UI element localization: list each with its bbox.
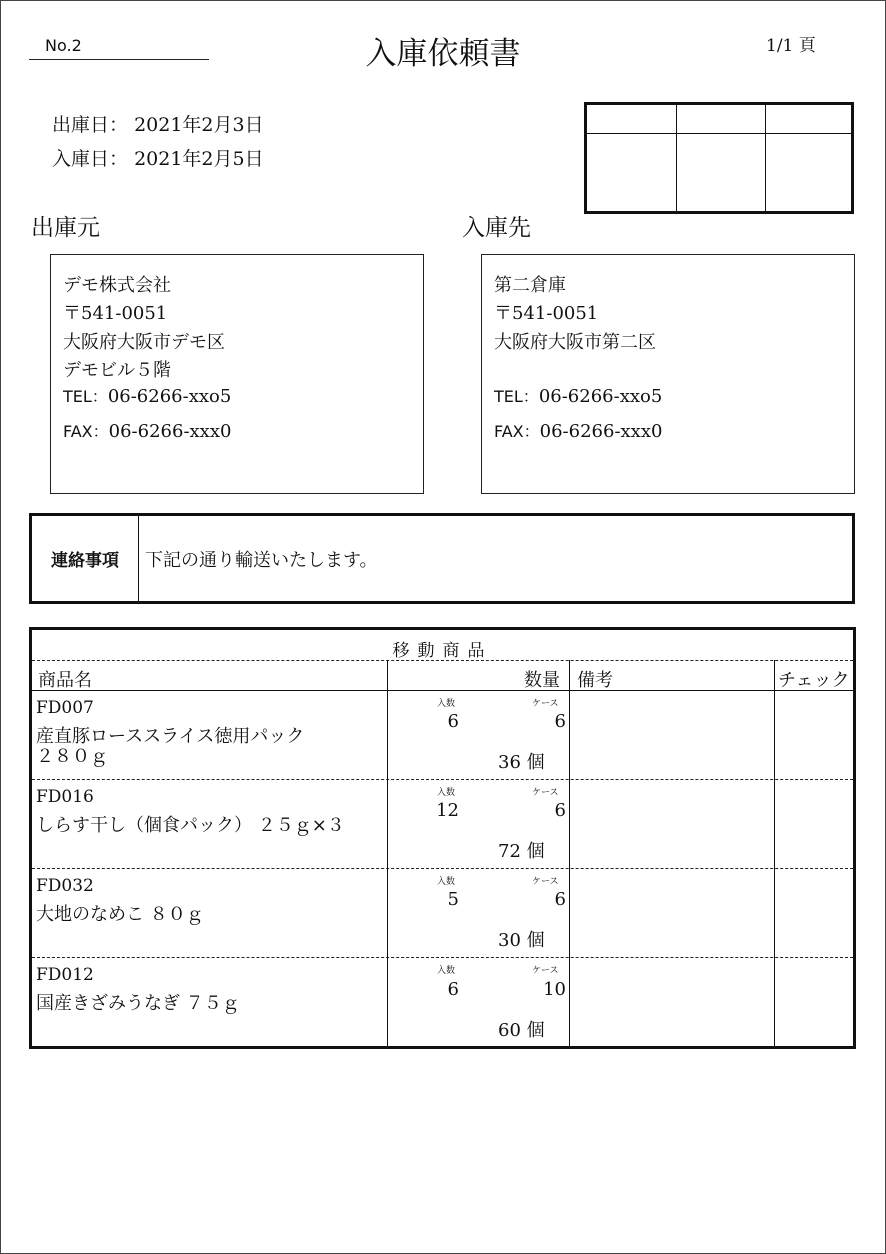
per-case-value: 6 — [447, 711, 459, 732]
item-name: 産直豚ローススライス徳用パック — [36, 726, 305, 747]
ship-date-value: 2021年2月3日 — [134, 114, 264, 136]
items-table — [29, 627, 856, 1049]
source-address1: 大阪府大阪市デモ区 — [63, 332, 225, 353]
cases-label: ケース — [532, 699, 559, 709]
source-address2: デモビル５階 — [63, 360, 171, 381]
page-number: 1/1 頁 — [766, 36, 816, 56]
ship-date-row — [52, 110, 264, 137]
source-name: デモ株式会社 — [63, 275, 171, 296]
column-header-product: 商品名 — [38, 670, 92, 691]
cases-value: 10 — [543, 979, 566, 1000]
unit-label: 個 — [526, 752, 545, 773]
cases-value: 6 — [554, 800, 566, 821]
item-code: FD007 — [36, 698, 94, 718]
items-table-title: 移動商品 — [392, 641, 493, 661]
source-address-box — [50, 254, 424, 494]
total-quantity: 72 — [498, 841, 521, 862]
item-code: FD016 — [36, 787, 94, 807]
receive-date-value: 2021年2月5日 — [134, 148, 264, 170]
total-quantity: 30 — [498, 930, 521, 951]
cases-label: ケース — [532, 788, 559, 798]
source-tel-label: TEL： — [63, 387, 108, 406]
per-case-label: 入数 — [437, 788, 456, 798]
per-case-label: 入数 — [437, 966, 456, 976]
notes-text: 下記の通り輸送いたします。 — [145, 549, 378, 571]
item-name: 国産きざみうなぎ ７５ｇ — [36, 993, 240, 1014]
cases-label: ケース — [532, 877, 559, 887]
source-tel: 06-6266-xxo5 — [107, 386, 232, 407]
item-name: しらす干し（個食パック） ２５ｇ×３ — [36, 815, 345, 836]
dest-tel-label: TEL： — [494, 387, 539, 406]
dest-address-box — [481, 254, 855, 494]
source-fax-label: FAX： — [63, 422, 109, 441]
per-case-label: 入数 — [437, 877, 456, 887]
dest-address1: 大阪府大阪市第二区 — [494, 332, 656, 353]
source-fax: 06-6266-xxx0 — [108, 421, 232, 442]
unit-label: 個 — [526, 930, 545, 951]
cases-label: ケース — [532, 966, 559, 976]
cases-value: 6 — [554, 889, 566, 910]
dest-name: 第二倉庫 — [494, 275, 566, 296]
column-header-remarks: 備考 — [577, 670, 613, 691]
dest-heading: 入庫先 — [462, 215, 531, 241]
source-postal: 〒541-0051 — [63, 303, 168, 324]
total-quantity: 60 — [498, 1020, 521, 1041]
dest-fax: 06-6266-xxx0 — [539, 421, 663, 442]
notes-box — [29, 513, 855, 604]
item-code: FD032 — [36, 876, 94, 896]
column-header-check: チェック — [778, 670, 850, 691]
per-case-value: 5 — [447, 889, 459, 910]
page-title: 入庫依頼書 — [365, 36, 521, 72]
notes-label: 連絡事項 — [32, 516, 139, 601]
per-case-value: 6 — [447, 979, 459, 1000]
approval-stamp-box — [584, 102, 854, 214]
item-code: FD012 — [36, 965, 94, 985]
source-heading: 出庫元 — [31, 215, 100, 241]
dest-postal: 〒541-0051 — [494, 303, 599, 324]
receive-date-row — [52, 144, 264, 171]
column-header-quantity: 数量 — [524, 670, 560, 691]
per-case-label: 入数 — [437, 699, 456, 709]
unit-label: 個 — [526, 1020, 545, 1041]
cases-value: 6 — [554, 711, 566, 732]
unit-label: 個 — [526, 841, 545, 862]
receive-date-label: 入庫日： — [52, 148, 129, 170]
dest-tel: 06-6266-xxo5 — [538, 386, 663, 407]
document-number: No.2 — [45, 36, 82, 55]
ship-date-label: 出庫日： — [52, 114, 129, 136]
item-name: 大地のなめこ ８０ｇ — [36, 904, 204, 925]
total-quantity: 36 — [498, 752, 521, 773]
dest-fax-label: FAX： — [494, 422, 540, 441]
item-name-line2: ２８０ｇ — [36, 746, 108, 767]
per-case-value: 12 — [436, 800, 459, 821]
